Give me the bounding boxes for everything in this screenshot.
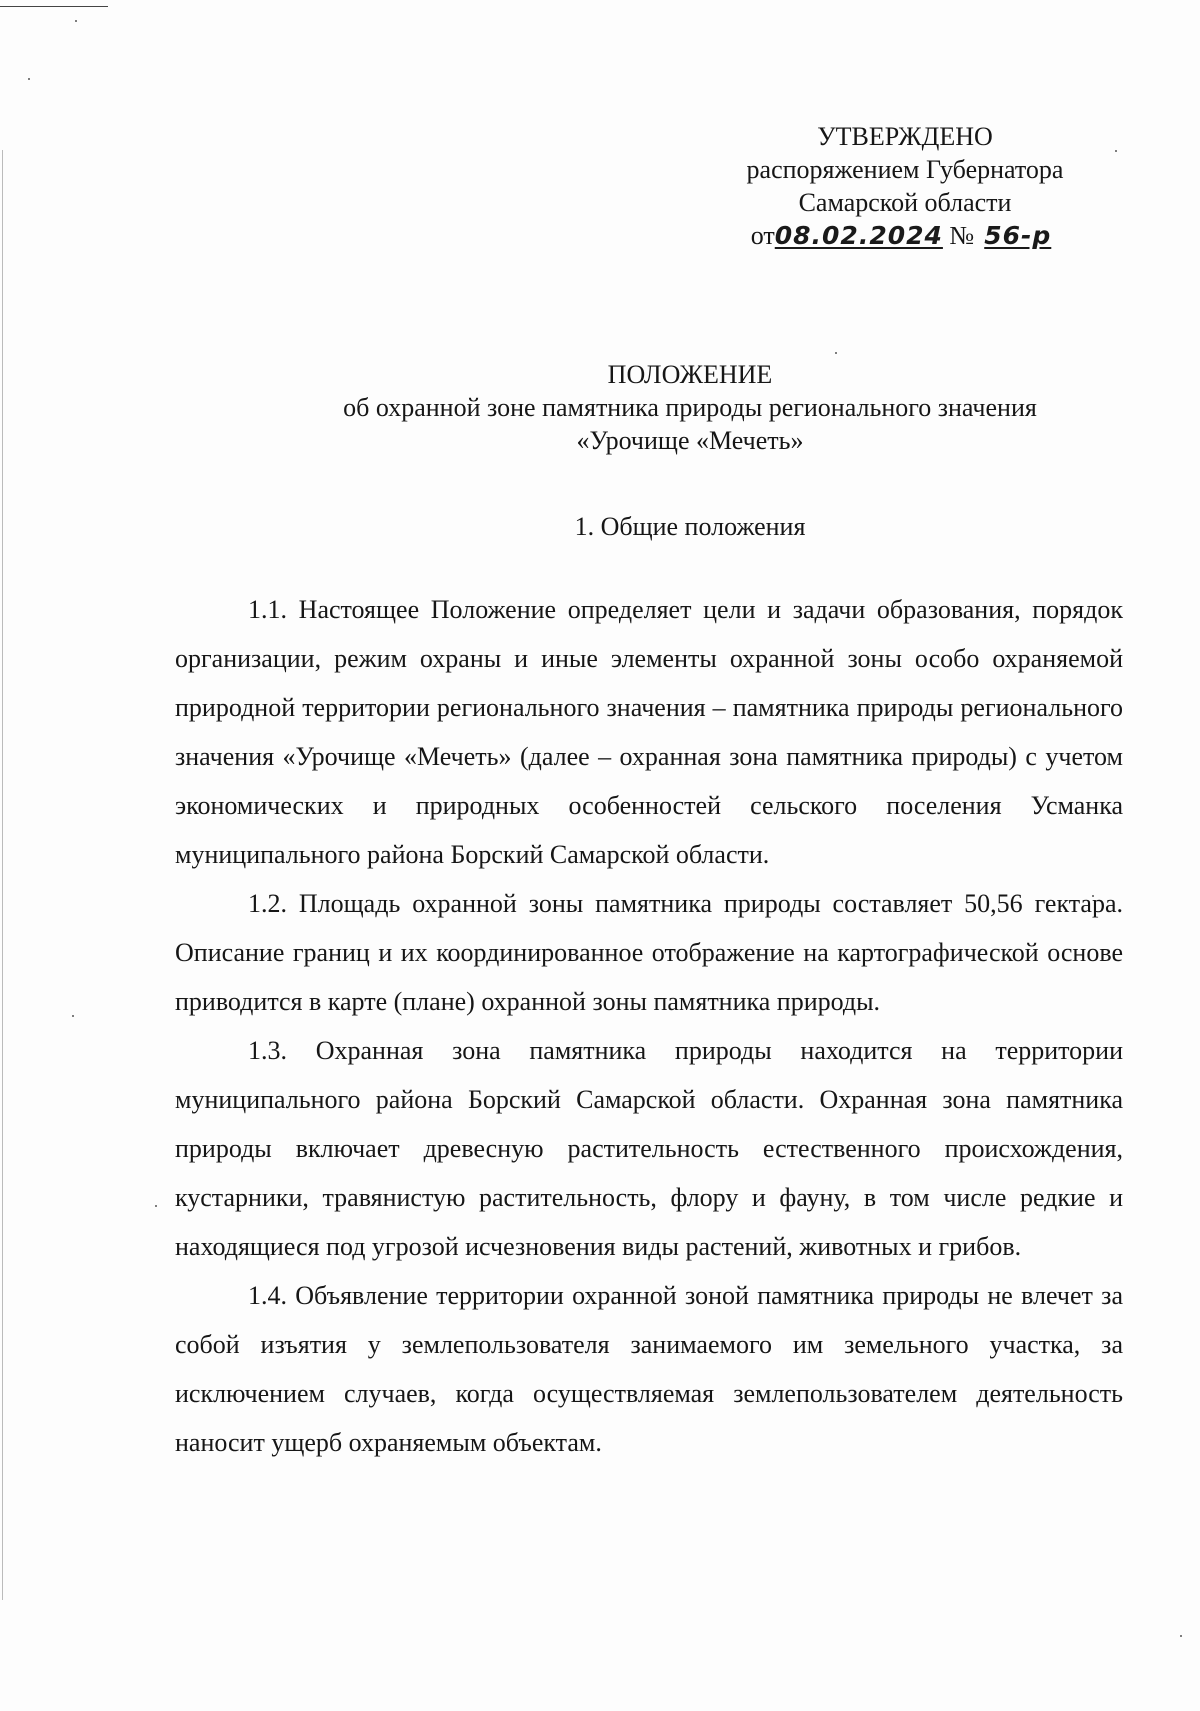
handwritten-date: 08.02.2024	[774, 221, 943, 250]
approval-stamp-block	[690, 120, 1120, 252]
approval-region: Самарской области	[798, 188, 1012, 217]
scan-speck	[75, 20, 77, 22]
scan-edge-mark	[0, 6, 108, 7]
scan-edge-shadow	[2, 150, 3, 1600]
document-subtitle-line2: «Урочище «Мечеть»	[576, 426, 804, 455]
scan-speck	[72, 1015, 74, 1017]
section-heading: 1. Общие положения	[574, 512, 806, 541]
scan-speck	[155, 1205, 157, 1207]
scan-speck	[1180, 1635, 1182, 1637]
paragraph-1-3: 1.3. Охранная зона памятника природы находится на территории муниципального района Борский Самарской области. Охранная зона памятника природы включает древесную растительность естественного происхождения, кустарники, травянистую растительность, флору и фауну, в том числе редкие и находящиеся под угрозой исчезновения виды растений, животных и грибов.	[175, 1036, 1123, 1261]
approval-authority: распоряжением Губернатора	[746, 155, 1064, 184]
scan-speck	[28, 78, 30, 80]
number-prefix: №	[949, 221, 975, 250]
document-subtitle-line1: об охранной зоне памятника природы регионального значения	[343, 393, 1037, 422]
approval-title: УТВЕРЖДЕНО	[817, 122, 993, 151]
date-prefix: от	[750, 221, 775, 250]
document-heading	[175, 358, 1200, 457]
document-body	[175, 585, 1123, 1467]
document-title: ПОЛОЖЕНИЕ	[607, 360, 773, 389]
paragraph-1-1: 1.1. Настоящее Положение определяет цели и задачи образования, порядок организации, режим охраны и иные элементы охранной зоны особо охраняемой природной территории регионального значения – памятника природы регионального значения «Урочище «Мечеть» (далее – охранная зона памятника природы) с учетом экономических и природных особенностей сельского поселения Усманка муниципального района Борский Самарской области.	[175, 595, 1123, 869]
approval-date-line	[690, 219, 1120, 252]
scan-speck	[835, 352, 837, 354]
handwritten-number: 56-р	[984, 221, 1052, 250]
paragraph-1-4: 1.4. Объявление территории охранной зоной памятника природы не влечет за собой изъятия у землепользователя занимаемого им земельного участка, за исключением случаев, когда осуществляемая землепользователем деятельность наносит ущерб охраняемым объектам.	[175, 1281, 1123, 1457]
paragraph-1-2: 1.2. Площадь охранной зоны памятника природы составляет 50,56 гектара. Описание границ и их координированное отображение на картографической основе приводится в карте (плане) охранной зоны памятника природы.	[175, 889, 1123, 1016]
